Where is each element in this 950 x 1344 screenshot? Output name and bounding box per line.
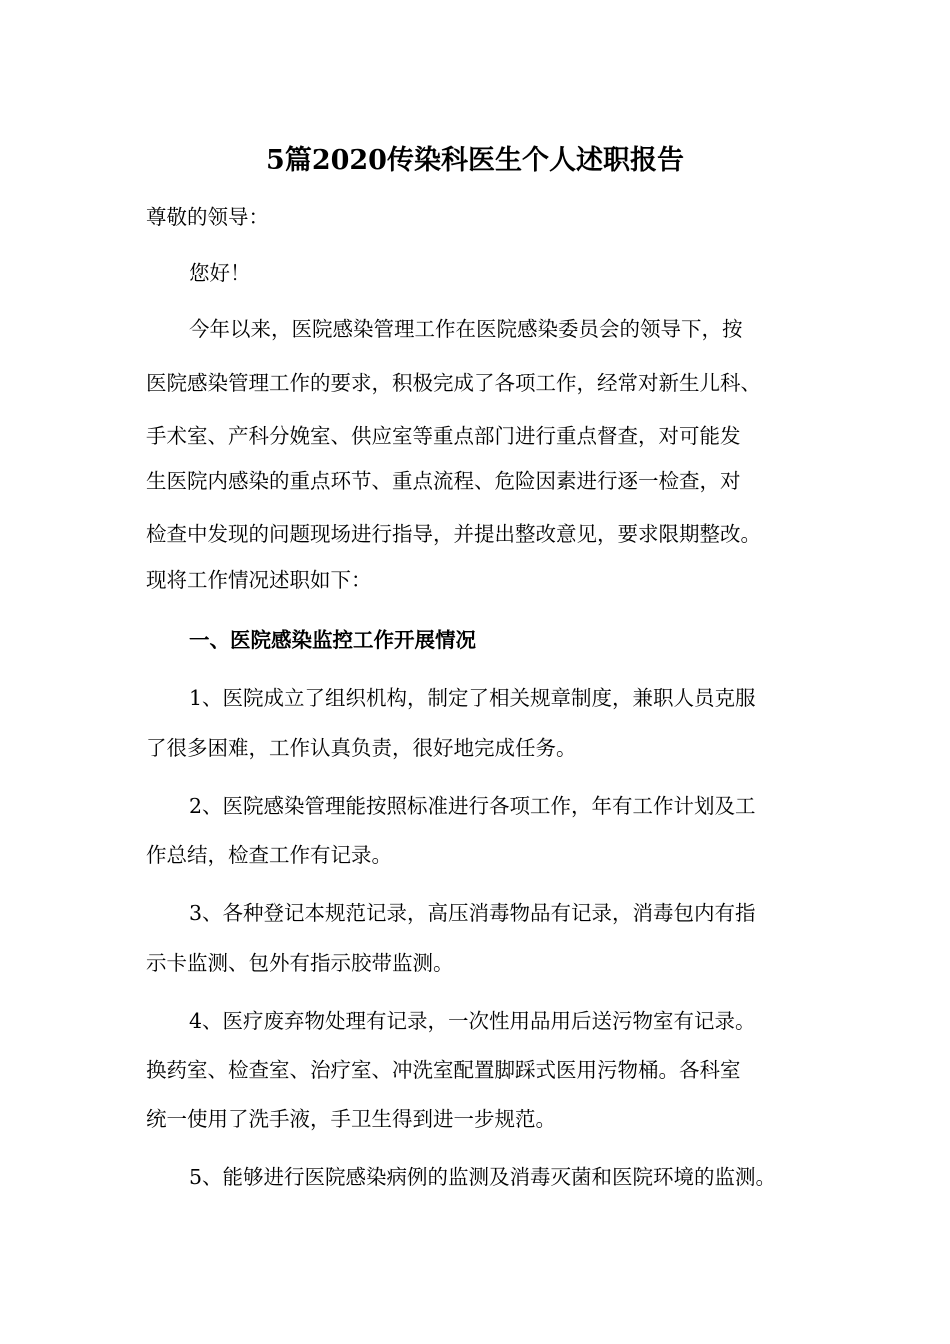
intro-line: 今年以来，医院感染管理工作在医院感染委员会的领导下，按 bbox=[189, 317, 743, 341]
item-line: 换药室、检查室、治疗室、冲洗室配置脚踩式医用污物桶。各科室 bbox=[146, 1058, 741, 1082]
item-line: 示卡监测、包外有指示胶带监测。 bbox=[146, 951, 454, 975]
item-line: 2、医院感染管理能按照标准进行各项工作，年有工作计划及工 bbox=[189, 794, 756, 818]
item-line: 4、医疗废弃物处理有记录，一次性用品用后送污物室有记录。 bbox=[189, 1009, 756, 1033]
intro-line: 手术室、产科分娩室、供应室等重点部门进行重点督查，对可能发 bbox=[146, 424, 741, 448]
intro-line: 医院感染管理工作的要求，积极完成了各项工作，经常对新生儿科、 bbox=[146, 371, 761, 395]
item-line: 作总结，检查工作有记录。 bbox=[146, 843, 392, 867]
document-title: 5篇2020传染科医生个人述职报告 bbox=[266, 145, 684, 176]
salutation: 尊敬的领导： bbox=[146, 205, 269, 229]
item-line: 5、能够进行医院感染病例的监测及消毒灭菌和医院环境的监测。 bbox=[189, 1165, 777, 1189]
greeting: 您好！ bbox=[189, 261, 251, 285]
item-line: 了很多困难，工作认真负责，很好地完成任务。 bbox=[146, 736, 577, 760]
intro-line: 检查中发现的问题现场进行指导，并提出整改意见，要求限期整改。 bbox=[146, 522, 761, 546]
item-line: 1、医院成立了组织机构，制定了相关规章制度，兼职人员克服 bbox=[189, 686, 756, 710]
intro-line: 生医院内感染的重点环节、重点流程、危险因素进行逐一检查，对 bbox=[146, 469, 741, 493]
item-line: 3、各种登记本规范记录，高压消毒物品有记录，消毒包内有指 bbox=[189, 901, 756, 925]
item-line: 统一使用了洗手液，手卫生得到进一步规范。 bbox=[146, 1107, 556, 1131]
intro-line: 现将工作情况述职如下： bbox=[146, 568, 372, 592]
section-heading: 一、医院感染监控工作开展情况 bbox=[189, 628, 476, 652]
